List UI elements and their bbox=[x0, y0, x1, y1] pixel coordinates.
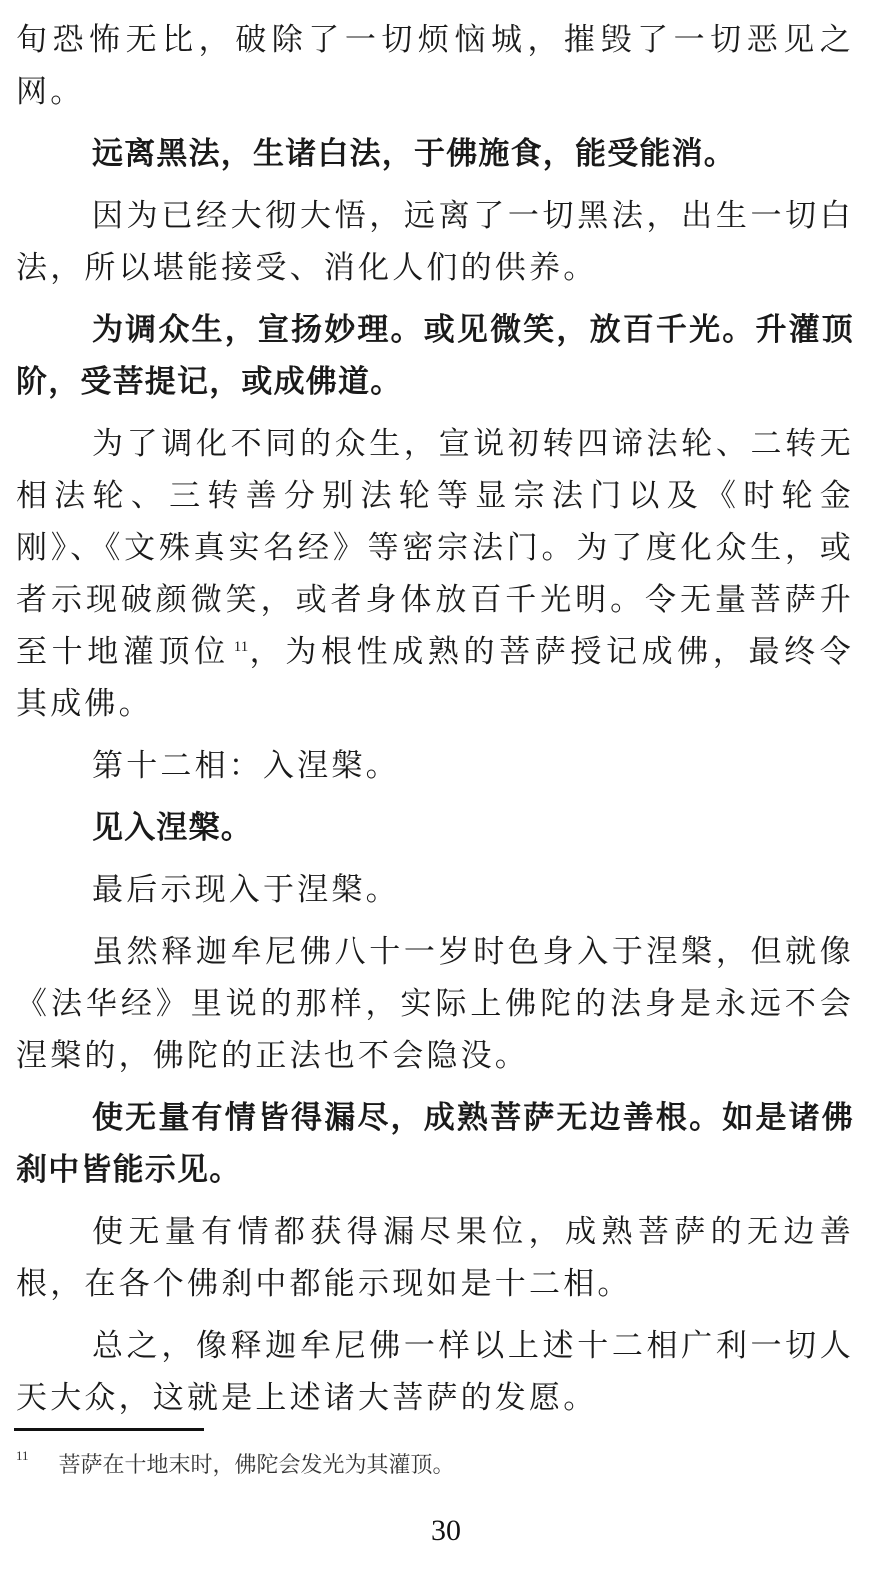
paragraph-7: 总之，像释迦牟尼佛一样以上述十二相广利一切人天大众，这就是上述诸大菩萨的发愿。 bbox=[16, 1328, 854, 1416]
paragraph-4: 最后示现入于涅槃。 bbox=[92, 872, 400, 908]
verse-4: 使无量有情皆得漏尽，成熟菩萨无边善根。如是诸佛刹中皆能示见。 bbox=[16, 1100, 854, 1188]
paragraph-6: 使无量有情都获得漏尽果位，成熟菩萨的无边善根，在各个佛刹中都能示现如是十二相。 bbox=[16, 1214, 854, 1302]
paragraph-5: 虽然释迦牟尼佛八十一岁时色身入于涅槃，但就像《法华经》里说的那样，实际上佛陀的法身是永远不会涅槃的，佛陀的正法也不会隐没。 bbox=[16, 934, 854, 1074]
paragraph-3-text-a: 为了调化不同的众生，宣说初转四谛法轮、二转无相法轮、三转善分别法轮等显宗法门以及《时轮金刚》、《文殊真实名经》等密宗法门。为了度化众生，或者示现破颜微笑，或者身体放百千光明。令无量菩萨升至十地灌顶位 bbox=[16, 426, 854, 670]
footnote bbox=[16, 1448, 455, 1479]
verse-2: 为调众生，宣扬妙理。或见微笑，放百千光。升灌顶阶，受菩提记，或成佛道。 bbox=[16, 312, 854, 400]
footnote-number: 11 bbox=[16, 1448, 29, 1463]
paragraph-3-text-b: ，为根性成熟的菩萨授记成佛，最终令其成佛。 bbox=[16, 634, 854, 722]
page-number: 30 bbox=[431, 1514, 461, 1547]
footnote-text: 菩萨在十地末时，佛陀会发光为其灌顶。 bbox=[58, 1453, 455, 1478]
paragraph-2: 因为已经大彻大悟，远离了一切黑法，出生一切白法，所以堪能接受、消化人们的供养。 bbox=[16, 198, 854, 286]
page-body bbox=[16, 14, 854, 1424]
paragraph-1: 旬恐怖无比，破除了一切烦恼城，摧毁了一切恶见之网。 bbox=[16, 22, 854, 110]
verse-1: 远离黑法，生诸白法，于佛施食，能受能消。 bbox=[92, 136, 736, 172]
section-heading: 第十二相：入涅槃。 bbox=[92, 748, 400, 784]
footnote-reference: 11 bbox=[233, 638, 249, 655]
paragraph-3 bbox=[16, 418, 854, 730]
verse-3: 见入涅槃。 bbox=[92, 810, 253, 846]
footnote-divider bbox=[14, 1428, 204, 1431]
